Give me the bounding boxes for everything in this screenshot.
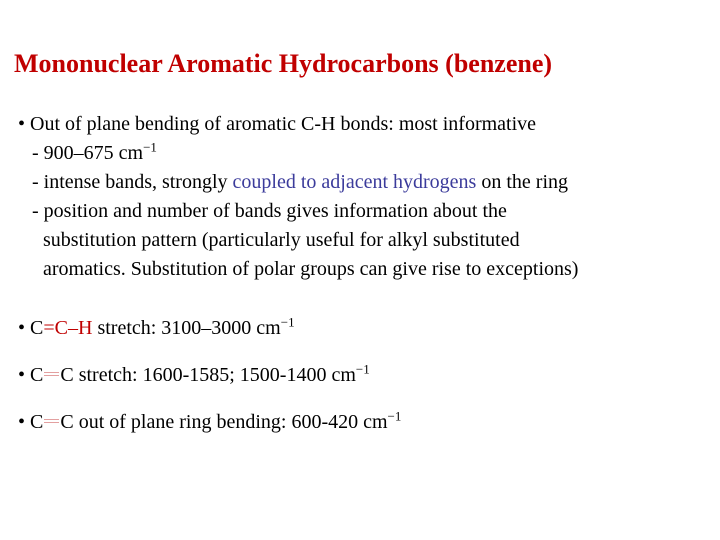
- bullet1-line2: [32, 141, 157, 165]
- unit-superscript: −1: [143, 139, 157, 155]
- bullet3-text: stretch: 1600-1585; 1500-1400 cm: [73, 364, 356, 386]
- bullet1-line3: [32, 170, 568, 194]
- unit-superscript: −1: [387, 408, 402, 424]
- bullet4: [18, 410, 401, 434]
- bullet3: [18, 363, 370, 387]
- aromatic-bond-icon: [43, 411, 60, 431]
- highlight-coupled-hydrogens: coupled to adjacent hydrogens: [232, 171, 477, 193]
- bullet1-line1: [18, 112, 536, 136]
- bullet-marker: •: [18, 113, 26, 135]
- unit-superscript: −1: [355, 361, 370, 377]
- aromatic-bond-icon: [43, 364, 60, 384]
- bullet1-line4: - position and number of bands gives information about the: [32, 200, 507, 222]
- carbon-2: C: [60, 411, 74, 433]
- bullet1-line6: aromatics. Substitution of polar groups can give rise to exceptions): [43, 258, 579, 280]
- bullet1-line3-pre: - intense bands, strongly: [32, 171, 233, 193]
- bullet1-line3-post: on the ring: [476, 171, 568, 193]
- carbon-1: C: [30, 364, 44, 386]
- bullet1-text: Out of plane bending of aromatic C-H bonds: most informative: [30, 113, 537, 135]
- bullet2: [18, 316, 295, 340]
- bullet-marker: •: [18, 411, 26, 433]
- bullet-marker: •: [18, 364, 26, 386]
- carbon-1: C: [30, 411, 44, 433]
- slide-title: Mononuclear Aromatic Hydrocarbons (benzene): [14, 49, 553, 78]
- double-bond-symbol: =: [43, 317, 55, 339]
- bullet-marker: •: [18, 317, 26, 339]
- bullet1-line5: substitution pattern (particularly useful for alkyl substituted: [43, 229, 520, 251]
- unit-superscript: −1: [280, 314, 295, 330]
- carbon-1: C: [30, 317, 44, 339]
- carbon-2: C: [60, 364, 74, 386]
- bullet2-text: stretch: 3100–3000 cm: [92, 317, 281, 339]
- bullet1-range-text: - 900–675 cm: [32, 142, 144, 164]
- carbon-hydrogen: C–H: [54, 317, 93, 339]
- bullet4-text: out of plane ring bending: 600-420 cm: [73, 411, 388, 433]
